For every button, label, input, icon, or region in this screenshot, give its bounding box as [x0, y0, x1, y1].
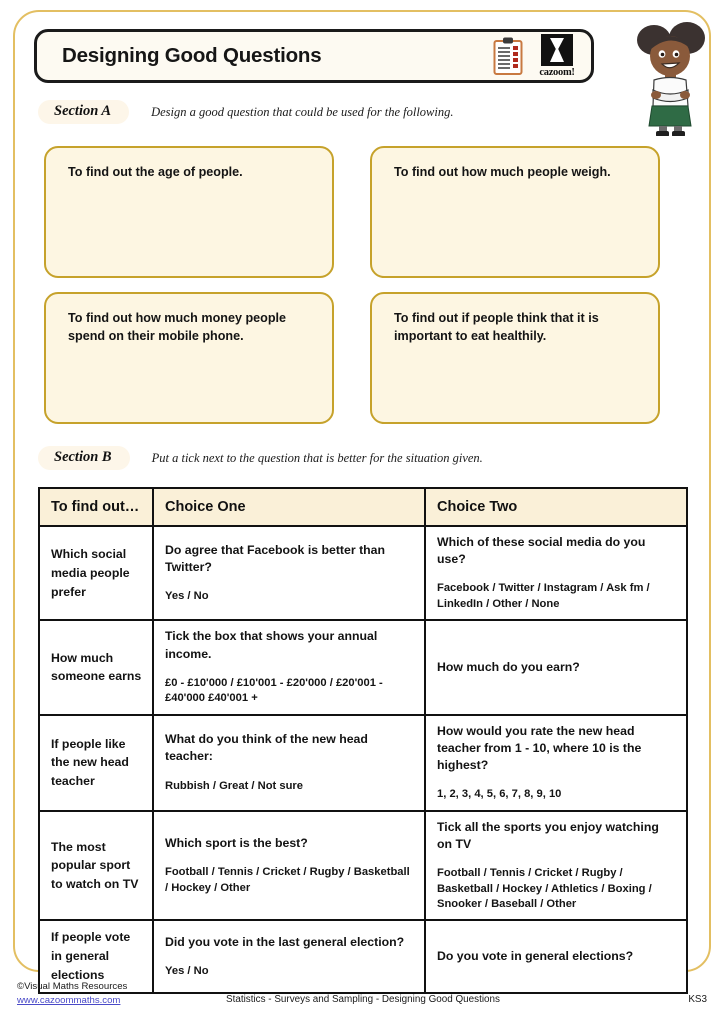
- page-footer: [17, 980, 709, 1014]
- row-topic-text: If people like the new head teacher: [51, 736, 129, 788]
- row-topic: [39, 620, 153, 714]
- choices-table: [38, 487, 688, 994]
- row-choice-one[interactable]: [153, 620, 425, 714]
- choice-one-question: Do agree that Facebook is better than Twitter?: [165, 542, 386, 574]
- choice-two-options: Football / Tennis / Cricket / Rugby / Basketball / Hockey / Athletics / Boxing / Snooker / Baseball / Other: [437, 867, 652, 910]
- answer-box-4-prompt: To find out if people think that it is important to eat healthily.: [394, 311, 599, 343]
- choice-one-question: Tick the box that shows your annual income.: [165, 629, 378, 661]
- column-header-topic: To find out…: [39, 488, 153, 526]
- choice-two-options: 1, 2, 3, 4, 5, 6, 7, 8, 9, 10: [437, 788, 562, 801]
- row-choice-one[interactable]: [153, 526, 425, 620]
- row-topic: [39, 526, 153, 620]
- row-choice-two[interactable]: [425, 811, 687, 921]
- row-choice-two[interactable]: [425, 715, 687, 811]
- section-a-header: [38, 99, 454, 125]
- cazoom-logo: [537, 34, 577, 78]
- choice-one-options: £0 - £10'000 / £10'001 - £20'000 / £20'001 - £40'000 £40'001 +: [165, 676, 383, 705]
- answer-box-2[interactable]: [370, 146, 660, 278]
- footer-copyright: ©Visual Maths Resources: [17, 981, 128, 992]
- choice-one-question: Did you vote in the last general election?: [165, 934, 405, 949]
- choice-one-options: Yes / No: [165, 964, 209, 977]
- clipboard-icon: [493, 37, 523, 75]
- row-topic-text: Which social media people prefer: [51, 547, 130, 599]
- row-topic-text: How much someone earns: [51, 650, 142, 684]
- table-row: [39, 620, 687, 714]
- answer-box-1-prompt: To find out the age of people.: [68, 165, 243, 179]
- choice-one-options: Football / Tennis / Cricket / Rugby / Basketball / Hockey / Other: [165, 866, 410, 894]
- choice-two-question: Tick all the sports you enjoy watching on TV: [437, 819, 659, 851]
- row-topic-text: The most popular sport to watch on TV: [51, 839, 139, 891]
- answer-box-2-prompt: To find out how much people weigh.: [394, 165, 611, 179]
- table-row: [39, 715, 687, 811]
- table-row: [39, 811, 687, 921]
- row-topic: [39, 715, 153, 811]
- choice-two-question: How much do you earn?: [437, 659, 580, 674]
- footer-website-link[interactable]: www.cazoommaths.com: [17, 994, 121, 1006]
- title-banner: [34, 29, 594, 83]
- section-a-label: Section A: [38, 100, 129, 124]
- choice-two-question: Which of these social media do you use?: [437, 535, 646, 567]
- row-choice-one[interactable]: [153, 811, 425, 921]
- footer-topic: Statistics - Surveys and Sampling - Designing Good Questions: [226, 994, 500, 1005]
- column-header-choice-two: Choice Two: [425, 488, 687, 526]
- footer-level-badge: KS3: [688, 994, 707, 1005]
- choice-two-question: Do you vote in general elections?: [437, 948, 634, 963]
- student-mascot-icon: [630, 14, 716, 136]
- choice-one-options: Rubbish / Great / Not sure: [165, 779, 303, 792]
- choice-two-options: Facebook / Twitter / Instagram / Ask fm / LinkedIn / Other / None: [437, 582, 650, 610]
- page-title: Designing Good Questions: [62, 44, 322, 67]
- section-b-header: [38, 445, 483, 471]
- answer-box-1[interactable]: [44, 146, 334, 278]
- section-b-label: Section B: [38, 446, 130, 470]
- answer-box-3[interactable]: [44, 292, 334, 424]
- cazoom-mark-icon: [541, 34, 573, 66]
- cazoom-wordmark: cazoom!: [539, 67, 575, 78]
- row-topic-text: If people vote in general elections: [51, 930, 131, 982]
- banner-logos: [493, 34, 577, 78]
- column-header-choice-one: Choice One: [153, 488, 425, 526]
- answer-box-3-prompt: To find out how much money people spend on their mobile phone.: [68, 311, 287, 343]
- table-header-row: [39, 488, 687, 526]
- table-row: [39, 526, 687, 620]
- choice-one-options: Yes / No: [165, 590, 209, 603]
- choice-one-question: Which sport is the best?: [165, 836, 308, 851]
- row-topic: [39, 811, 153, 921]
- choice-two-question: How would you rate the new head teacher from 1 - 10, where 10 is the highest?: [437, 723, 642, 773]
- section-a-instruction: Design a good question that could be used for the following.: [151, 104, 454, 119]
- choice-one-question: What do you think of the new head teacher:: [165, 732, 368, 764]
- answer-box-4[interactable]: [370, 292, 660, 424]
- section-b-instruction: Put a tick next to the question that is better for the situation given.: [151, 450, 483, 465]
- row-choice-one[interactable]: [153, 715, 425, 811]
- row-choice-two[interactable]: [425, 526, 687, 620]
- row-choice-two[interactable]: [425, 620, 687, 714]
